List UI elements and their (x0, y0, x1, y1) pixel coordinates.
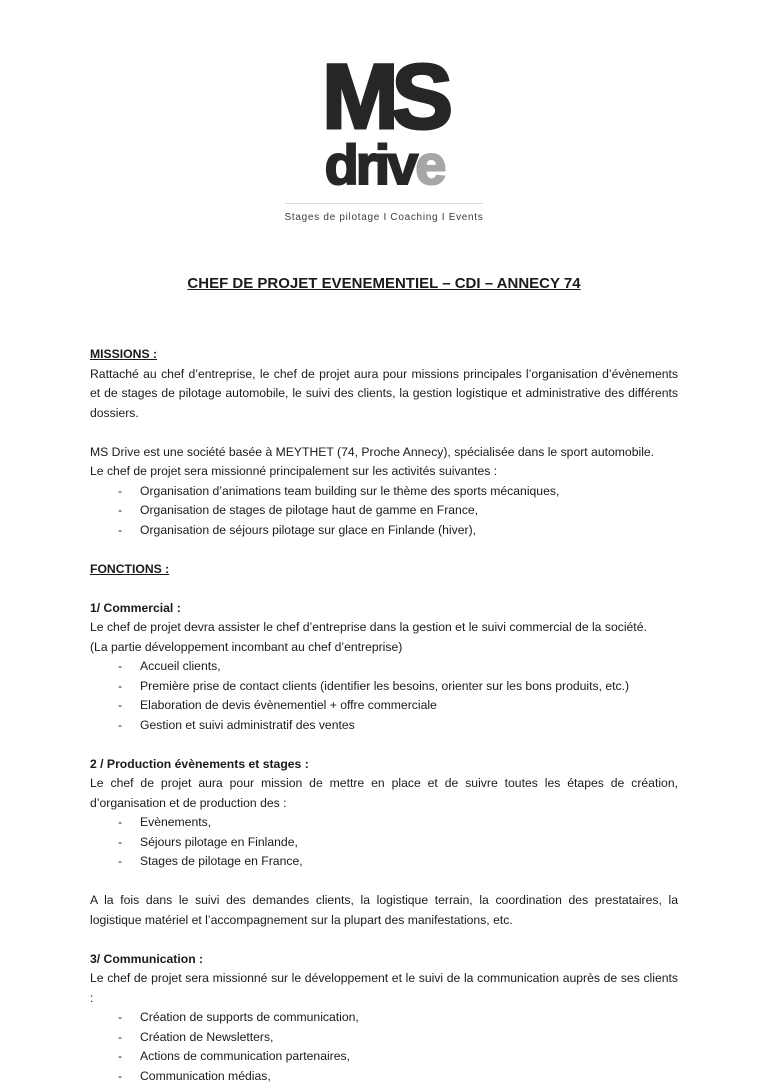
logo-drive-main: driv (324, 133, 416, 196)
list-item: - Accueil clients, (90, 657, 678, 677)
list-item: - Organisation d’animations team building sur le thème des sports mécaniques, (90, 482, 678, 502)
communication-bullet-list (90, 1008, 678, 1086)
production-heading: 2 / Production évènements et stages : (90, 756, 309, 771)
list-item: - Création de Newsletters, (90, 1028, 678, 1048)
ms-drive-logo (90, 46, 678, 228)
list-item: - Stages de pilotage en France, (90, 852, 678, 872)
list-item: - Organisation de séjours pilotage sur glace en Finlande (hiver), (90, 521, 678, 541)
production-bullet-list (90, 813, 678, 872)
communication-heading: 3/ Communication : (90, 951, 204, 966)
commercial-bullet-list (90, 657, 678, 735)
missions-intro-paragraph: Rattaché au chef d’entreprise, le chef de projet aura pour missions principales l’organisation d’évènements et de stages de pilotage automobile, le suivi des clients, la gestion logistique et administrative des différents dossiers. (90, 366, 678, 420)
list-item: - Communication médias, (90, 1067, 678, 1087)
logo-drive-text (90, 133, 678, 196)
list-item: - Gestion et suivi administratif des ventes (90, 716, 678, 736)
list-item: - Organisation de stages de pilotage haut de gamme en France, (90, 501, 678, 521)
missions-bullet-list (90, 482, 678, 541)
missions-company-line-1: MS Drive est une société basée à MEYTHET (74, Proche Annecy), spécialisée dans le sport automobile. (90, 444, 655, 459)
logo-drive-e: e (415, 133, 444, 196)
logo-ms-text: MS (322, 46, 446, 148)
missions-company-line-2: Le chef de projet sera missionné principalement sur les activités suivantes : (90, 464, 498, 478)
list-item: - Actions de communication partenaires, (90, 1047, 678, 1067)
list-item: - Première prise de contact clients (identifier les besoins, orienter sur les bons produits, etc.) (90, 677, 678, 697)
list-item: - Séjours pilotage en Finlande, (90, 833, 678, 853)
logo-tagline: Stages de pilotage I Coaching I Events (285, 203, 484, 228)
commercial-paragraph-line-1: Le chef de projet devra assister le chef d’entreprise dans la gestion et le suivi commercial de la société. (90, 620, 647, 634)
commercial-paragraph-line-2: (La partie développement incombant au chef d’entreprise) (90, 639, 403, 654)
list-item: - Création de supports de communication, (90, 1008, 678, 1028)
production-followup-paragraph: A la fois dans le suivi des demandes clients, la logistique terrain, la coordination des prestataires, la logistique matériel et l’accompagnement sur la plupart des manifestations, etc. (90, 893, 678, 927)
list-item: - Evènements, (90, 813, 678, 833)
document-title: CHEF DE PROJET EVENEMENTIEL – CDI – ANNECY 74 (187, 274, 581, 292)
communication-paragraph: Le chef de projet sera missionné sur le développement et le suivi de la communication auprès de ses clients : (90, 971, 678, 1005)
fonctions-heading: FONCTIONS : (90, 561, 170, 576)
missions-heading: MISSIONS : (90, 347, 158, 361)
commercial-heading: 1/ Commercial : (90, 600, 181, 615)
list-item: - Elaboration de devis évènementiel + offre commerciale (90, 696, 678, 716)
production-paragraph: Le chef de projet aura pour mission de mettre en place et de suivre toutes les étapes de création, d’organisation et de production des : (90, 776, 678, 810)
